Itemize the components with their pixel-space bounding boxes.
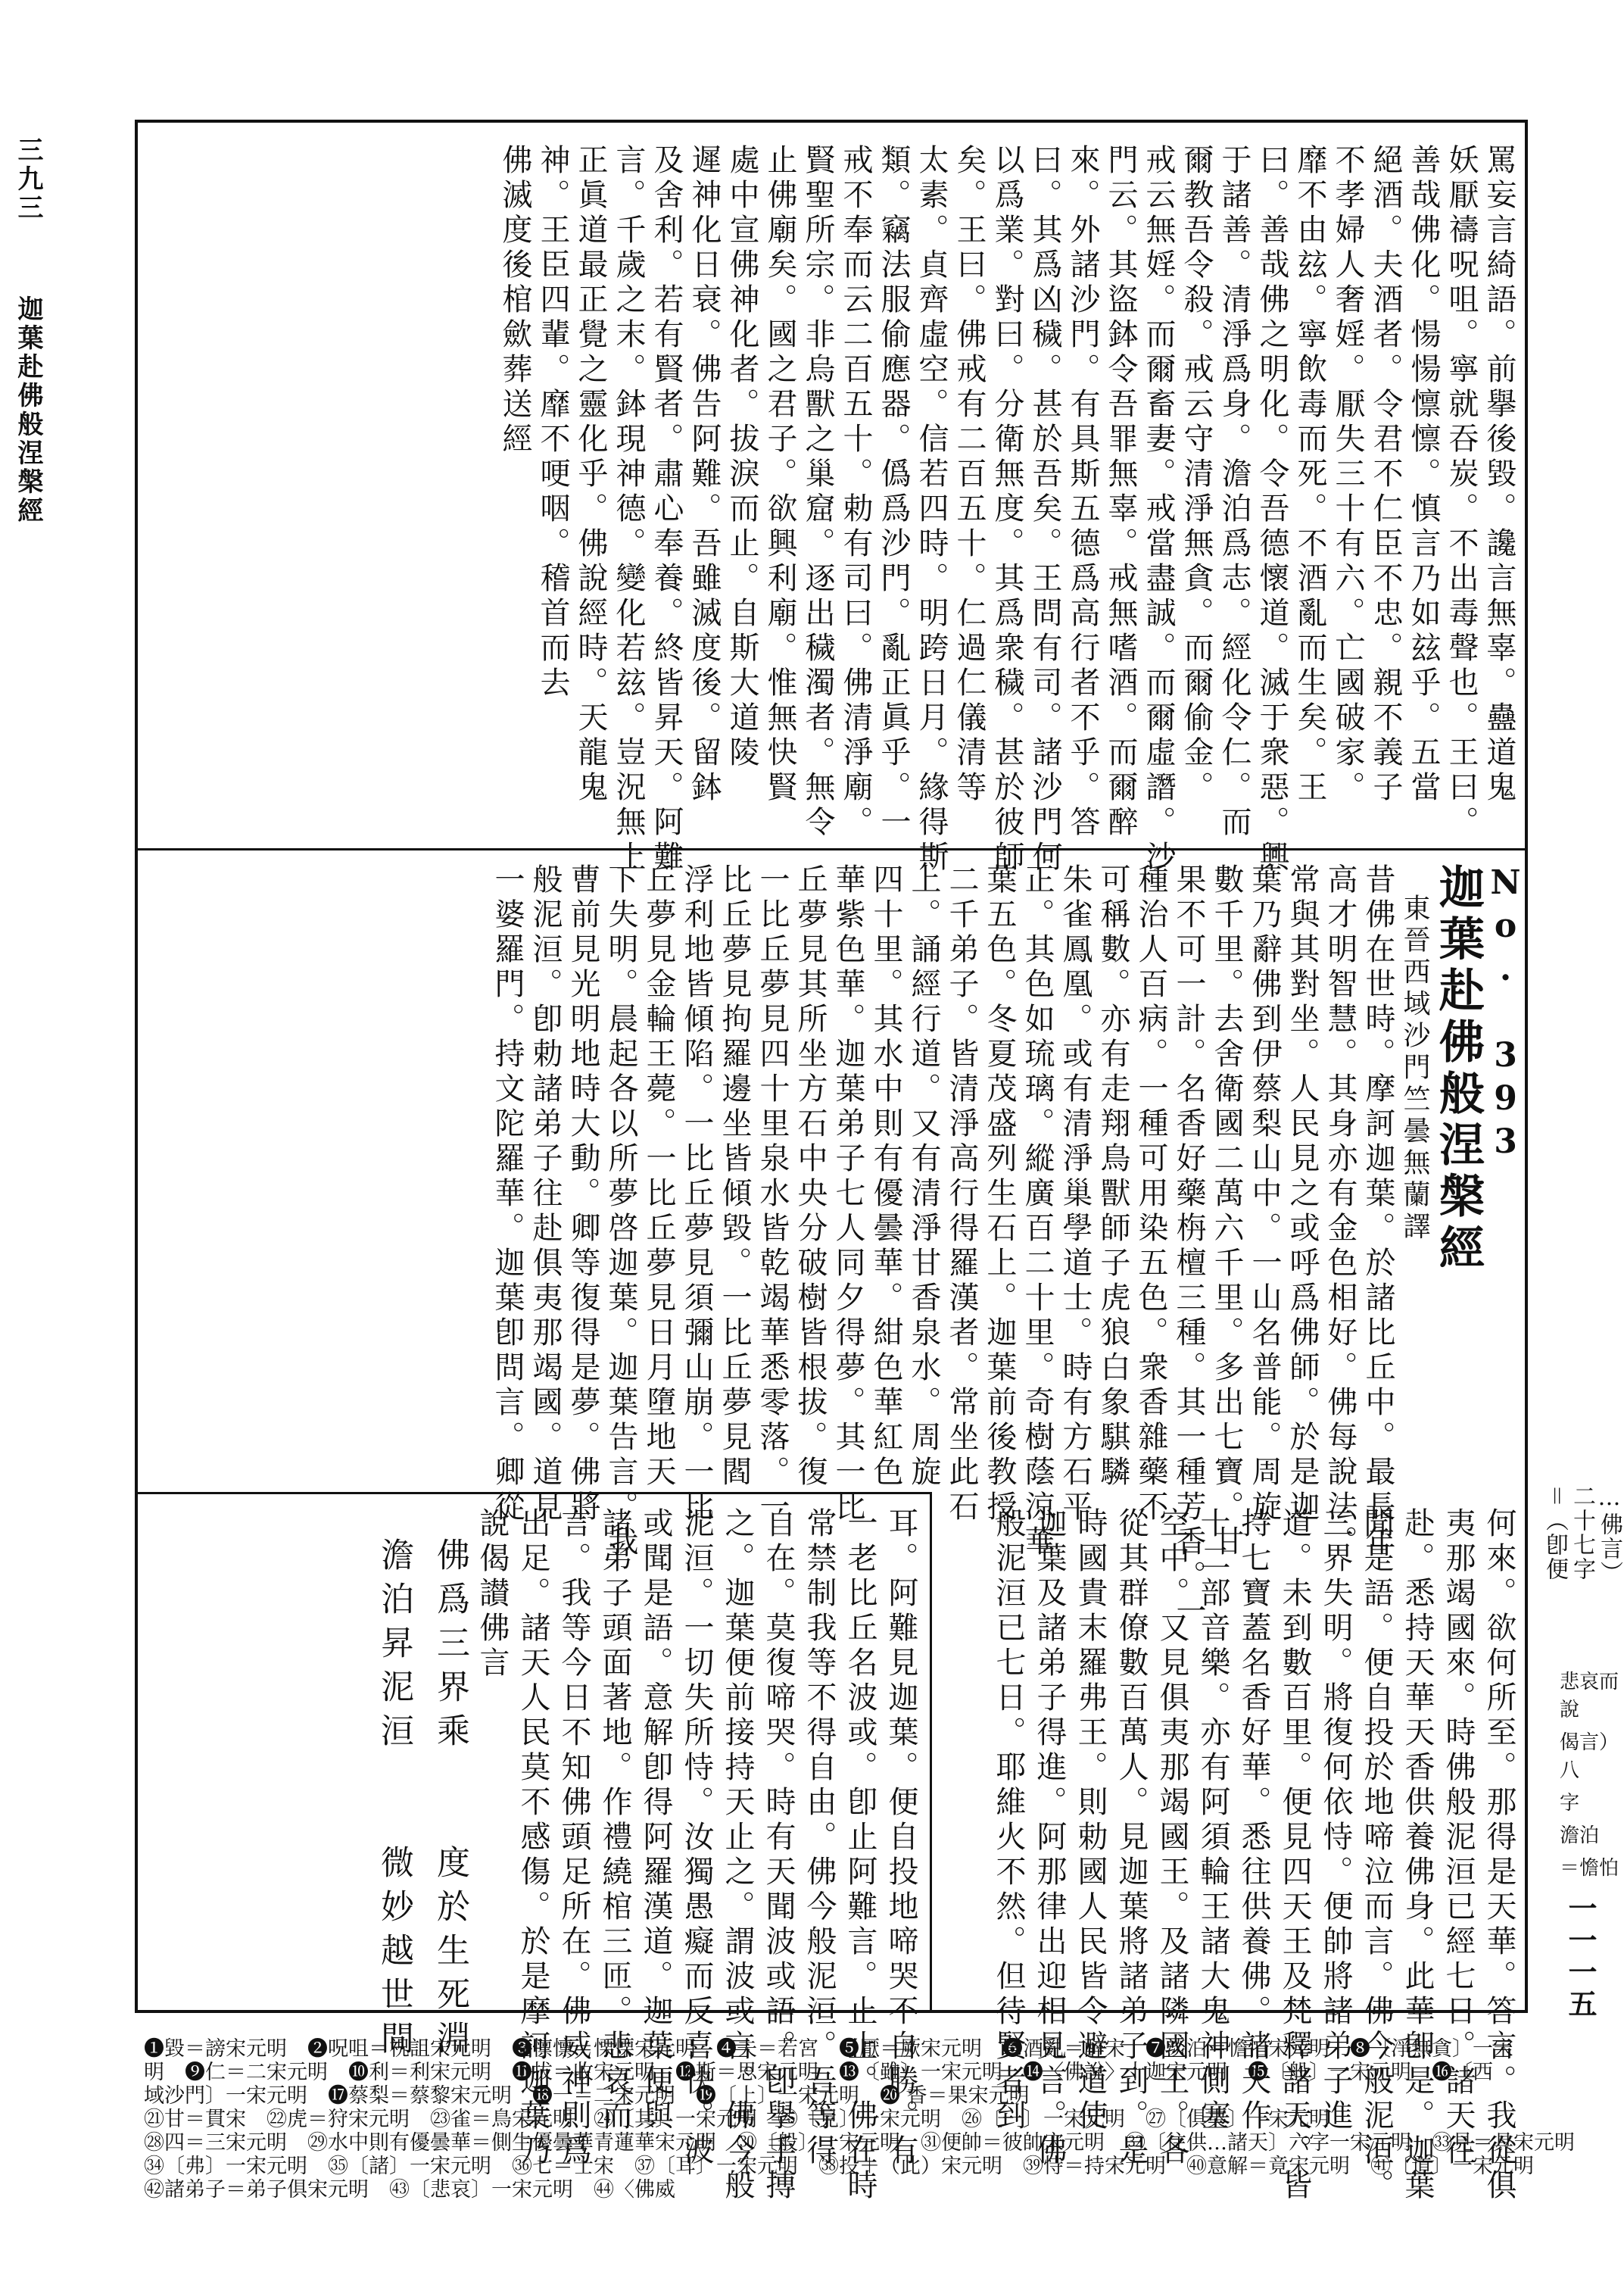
text-column: 赴。悉持天華天香供養佛身。此華卽是。迦葉: [1400, 1507, 1435, 2204]
text-column: 丘夢見金輪王薨。一比丘夢見日月墮地天: [641, 863, 676, 1490]
previous-sutra-ending: [227, 144, 1516, 875]
text-column: 夷那竭國來。時佛般泥洹已經七日。諸天往: [1441, 1507, 1476, 2169]
text-column: 言。千歲之末。鉢現神德。變化若玆。豈況無上: [611, 144, 646, 875]
text-column: 一老比丘名波或。卽止阿難言。止止。佛在時: [843, 1507, 877, 2204]
note-line: ＝憺怕: [1560, 1857, 1619, 1880]
note-line: ＝（卽便: [1541, 1484, 1568, 1581]
text-column: 戒不奉而云二百五十。勅有司曰。佛清淨廟。: [838, 144, 873, 841]
footnote-line: ㉞〔弗〕一宋元明 ㉟〔諸〕一宋元明 ㊱七＝士宋 ㊲〔耳〕一宋元明 ㊳投＋（此）宋元明 ㊴恃＝持宋元明 ㊵意解＝竟宋元明 ㊶〔道〕一宋元明: [144, 2155, 1534, 2178]
text-column: 空中。又見俱夷那竭國王。及諸隣國王。各: [1155, 1507, 1189, 2169]
text-column: 處中宣佛神化者。拔淚而止。自斯大道陵: [725, 144, 759, 771]
text-column: 曹前見光明地時大動。卿等復得是夢。佛將: [566, 863, 600, 1525]
page-number: 一一一五: [1563, 1893, 1598, 2021]
collation-footnotes: [144, 2037, 1605, 2257]
text-column: 曰。善哉佛之明化。令吾德懷道。滅于衆惡。興: [1255, 144, 1289, 875]
text-column: 正。其色如琉璃。縱廣百二十里。奇樹蔭涼華: [1020, 863, 1055, 1560]
text-column: 不孝婦人奢婬。厭失三十有六。亡國破家。: [1330, 144, 1365, 806]
text-column: 賢聖所宗。非烏獸之巢窟。逐出穢濁者。無令: [800, 144, 835, 841]
note-line: 澹泊: [1560, 1824, 1600, 1847]
text-column: 道。未到數百里。便見四天王及梵釋諸天。皆: [1277, 1507, 1312, 2204]
note-line: 悲哀而說: [1560, 1671, 1619, 1721]
text-column: 耳。阿難見迦葉。便自投地啼哭不自勝。有: [884, 1507, 918, 2169]
footnote-line: ❶毀＝謗宋元明 ❷呪咀＝祝詛宋元明 ❸懔懔＝慄慄宋元明 ❹夫＝若宮 ❺厭＝厥宋元明 ❻酒亂＝醉宋 ❼淡泊＝憺怕宋元明 ❽〔淨無貪〕一宋: [144, 2037, 1513, 2061]
note-line: 字: [1560, 1792, 1580, 1815]
text-column: 可稱數。亦有走翔鳥獸師子虎狼白象騏驎: [1096, 863, 1130, 1490]
text-column: 類。竊法服偷應器。僞爲沙門。亂正眞乎。一: [876, 144, 911, 841]
footnote-line: ㉑甘＝貫宋 ㉒虎＝狩宋元明 ㉓雀＝鳥宋元明 ㉔〔其〕一宋元明 ㉕〔見〕一宋元明 ㉖〔一〕一宋元明 ㉗〔俱夷〕一宋元明: [144, 2108, 1329, 2131]
text-column: 神。王臣四輩。靡不哽咽。稽首而去: [535, 144, 570, 701]
text-column: 上。誦經行道。又有清淨甘香泉水。周旋: [906, 863, 941, 1490]
text-column: 矣。王曰。佛戒有二百五十。仁過仁儀清等: [952, 144, 987, 806]
text-column: 般泥洹已七日。耶維火不然。但待賢者到: [991, 1507, 1026, 2134]
text-column: 時國貴末羅弗王。則勅國人民皆令避道使: [1073, 1507, 1108, 2134]
text-column: 諸弟子頭面著地。作禮繞棺三匝。悲哀而: [597, 1507, 632, 2134]
text-column: 浮利地皆傾陷。一比丘夢見須彌山崩。一比: [679, 863, 714, 1525]
text-column: 說偈讃佛言: [475, 1507, 510, 1681]
sutra-title: 迦葉赴佛般涅槃經: [1432, 863, 1485, 1275]
text-column: 丘夢見其所坐方石中央分破樹皆根拔。復: [793, 863, 828, 1490]
verse-block: [375, 1507, 469, 2064]
text-column: 迦葉及諸弟子得進。阿那律出迎相見言。佛: [1032, 1507, 1067, 2169]
text-column: 一婆羅門。持文陀羅華。迦葉卽問言。卿從: [490, 863, 525, 1525]
text-column: 來。外諸沙門。有具斯五德爲高行者不乎。答: [1065, 144, 1100, 841]
text-column: 于諸善。清淨爲身。澹泊爲志。經化令仁。而: [1217, 144, 1252, 841]
text-column: 葉乃辭佛到伊蔡梨山中。一山名普能。周旋: [1247, 863, 1282, 1525]
text-column: 或聞是語。意解卽得阿羅漢道。迦葉便與: [638, 1507, 673, 2134]
footnote-line: 明 ❾仁＝二宋元明 ❿利＝利宋元明 ⓫拔＝收宋元明 ⓬斯＝思宋元明 ⓭〔雖〕一宋元明 ⓮〈佛說〉十迦宋元明 ⓯〔般〕一宋元明 ⓰〔西: [144, 2061, 1493, 2084]
text-column: 高才明智慧。其身亦有金色相好。佛每說法。: [1323, 863, 1357, 1560]
text-column: 十二部音樂。亦有阿須輪王諸大鬼神側塞: [1195, 1507, 1230, 2134]
text-column: 葉五色。冬夏茂盛列生石上。迦葉前後教授: [982, 863, 1017, 1525]
text-column: 言。我等今日不知佛頭足所在。佛威神則爲: [556, 1507, 591, 2169]
text-column: 罵妄言綺語。前擧後毀。讒言無辜。蠱道鬼: [1482, 144, 1516, 806]
text-column: 戒云無婬。而爾畜妻。戒當盡誠。而爾虛譖。沙: [1141, 144, 1176, 875]
text-column: 果不可一計。名香好藥栴檀三種。其一種芳香。一: [1171, 863, 1206, 1630]
text-column: 昔佛在世時。摩訶迦葉。於諸比丘中。最長年: [1361, 863, 1395, 1560]
text-column: 以爲業。對曰。分衛無度。其爲衆穢。甚於彼師: [990, 144, 1024, 875]
text-column: 曰。其爲凶穢。甚於吾矣。王問有司。諸沙門何: [1027, 144, 1062, 875]
page-reference: 三九三: [13, 136, 43, 223]
text-column: 從其群僚數百萬人。見迦葉將諸弟子到。是: [1114, 1507, 1149, 2169]
text-column: 之。迦葉便前接持天止之。謂波或言。佛今般: [720, 1507, 755, 2204]
text-column: 般泥洹。卽勅諸弟子往赴俱夷那竭國。道見: [528, 863, 563, 1525]
text-column: 一比丘夢見四十里泉水皆乾竭華悉零落。一: [755, 863, 790, 1525]
text-column: 太素。貞齊虛空。信若四時。明跨日月。緣得斯: [914, 144, 949, 875]
text-column: 三界失明。將復何依恃。便帥將諸弟子進: [1318, 1507, 1353, 2134]
text-column: 出足。諸天人民莫不感傷。於是摩訶迦葉乃: [516, 1507, 550, 2169]
text-column: 門云。其盜鉢令吾罪無辜。戒無嗜酒。而爾醉: [1103, 144, 1138, 841]
margin-note-extra: [1560, 1666, 1624, 1880]
text-column: 及舍利。若有賢者。肅心奉養。終皆昇天。阿難: [649, 144, 684, 875]
translator-line: 東晉西域沙門竺曇無蘭譯: [1399, 894, 1430, 1244]
text-column: 四十里。其水中則有優曇華。紺色華紅色: [868, 863, 903, 1490]
text-column: 善哉佛化。愓愓懔懔。慎言乃如玆乎。五當: [1406, 144, 1441, 806]
divider-lower-vertical: [930, 1492, 932, 2013]
note-line: 二十七字: [1569, 1484, 1595, 1581]
text-column: 絕酒。夫酒者。令君不仁臣不忠。親不義子: [1368, 144, 1403, 806]
text-column: 妖厭禱呪咀。寧就吞炭。不出毒聲也。王曰。: [1444, 144, 1479, 841]
footnote-line: ㊷諸弟子＝弟子俱宋元明 ㊸〔悲哀〕一宋元明 ㊹〈佛威: [144, 2178, 675, 2202]
text-column: 止佛廟矣。國之君子。欲興利廟。惟無快賢: [762, 144, 797, 806]
running-title: 迦葉赴佛般涅槃經: [13, 295, 43, 526]
sutra-number: No. 393: [1486, 863, 1525, 1166]
text-column: 朱雀鳳凰。或有清淨巢學道士。時有方石平: [1058, 863, 1093, 1525]
footnote-line: 域沙門〕一宋元明 ⓱蔡梨＝蔡黎宋元明 ⓲一＝二宋元明 ⓳〔上〕一宋元明 ⓴ 香＝果宋元明: [144, 2084, 1030, 2108]
verse-line: 澹泊昇泥洹 微妙越世間: [375, 1537, 413, 2064]
lower-right-text: [939, 1507, 1516, 2204]
note-line: 偈言）八: [1560, 1731, 1619, 1782]
verse-line: 佛爲三界乘 度於生死淵: [431, 1537, 469, 2064]
text-column: 自在。莫復啼哭。時有天聞波或語。卽擧手搏: [761, 1507, 796, 2204]
text-column: 佛滅度後棺歛葬送經: [497, 144, 532, 457]
text-column: 持七寶蓋名香好華。悉往供養佛。諸天作: [1236, 1507, 1271, 2134]
text-column: 種治人百病。一種可用染五色。衆香雜藥不: [1133, 863, 1168, 1525]
text-column: 常與其對坐。人民見之或呼爲佛師。於是迦: [1285, 863, 1320, 1525]
text-column: 何來。欲何所至。那得是天華。答言。我從俱: [1482, 1507, 1516, 2204]
footnote-line: ㉘四＝三宋元明 ㉙水中則有優曇華＝側生優曇華青蓮華宋元明 ㉚〔般〕一宋元明 ㉛便帥＝彼帥宋元明 ㉜〔往供…諸天〕六字一宋元明 ㉝見＝具宋元明: [144, 2131, 1575, 2155]
text-column: 正眞道最正覺之靈化乎。佛說經時。天龍鬼: [573, 144, 608, 806]
text-column: 爾教吾令殺。戒云守清淨無貪。而爾偷金。: [1179, 144, 1214, 806]
text-column: 下失明。晨起各以所夢啓迦葉。迦葉告言。我: [603, 863, 638, 1560]
text-column: 靡不由玆。寧飲毒而死。不酒亂而生矣。王: [1292, 144, 1327, 806]
text-column: 聞是語。便自投於地啼泣而言。佛今般泥洹。: [1359, 1507, 1394, 2204]
text-column: 華紫色華。迦葉弟子七人同夕得夢。其一比: [831, 863, 865, 1525]
text-column: 比丘夢見拘羅邊坐皆傾毀。一比丘夢見閻: [717, 863, 752, 1490]
text-column: 常禁制我等不得自由。佛今般泥洹。吾等得: [802, 1507, 837, 2169]
text-column: 遲神化日衰。佛告阿難。吾雖滅度後。留鉢: [687, 144, 722, 806]
text-column: 二千弟子。皆清淨高行得羅漢者。常坐此石: [944, 863, 979, 1525]
text-column: 數千里。去舍衛國二萬六千里。多出七寶。甘: [1209, 863, 1244, 1560]
divider-middle: [135, 848, 1528, 850]
note-line: …佛言）: [1596, 1484, 1622, 1585]
text-column: 泥洹。一切失所恃。汝獨愚癡而反喜快。波: [679, 1507, 714, 2169]
